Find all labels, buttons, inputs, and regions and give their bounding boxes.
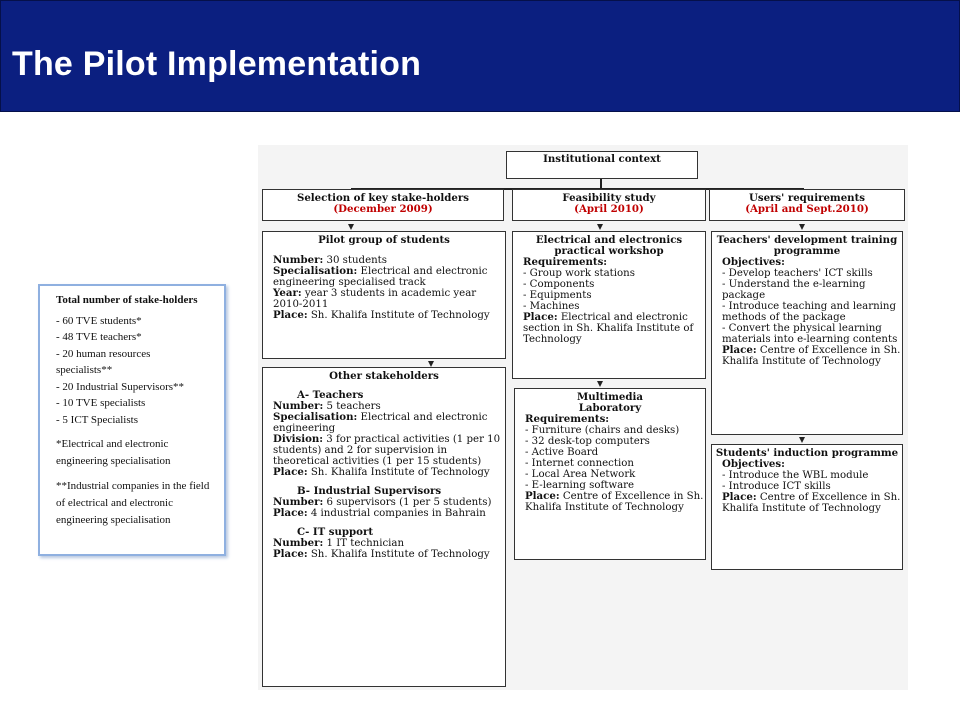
title-banner (0, 0, 960, 112)
requirement-item: - Active Board (525, 447, 599, 459)
arrow (799, 437, 805, 443)
number-label: Number: (273, 496, 324, 509)
place-label: Place: (722, 344, 757, 357)
page-title: The Pilot Implementation (12, 45, 422, 83)
objective-item: - Develop teachers' ICT skills (722, 268, 873, 280)
place-label: Place: (273, 548, 308, 561)
legend-title: Total number of stake-holders (56, 294, 198, 306)
teachers-subtitle: A- Teachers (297, 389, 364, 402)
legend-item: - 48 TVE teachers* (56, 331, 142, 343)
legend-item: specialists** (56, 364, 113, 376)
legend-item: - 10 TVE specialists (56, 397, 146, 409)
connector (600, 179, 602, 188)
multimedia-lab-box (514, 388, 706, 560)
legend-item: - 20 human resources (56, 347, 151, 360)
requirement-item: - Machines (523, 301, 580, 313)
place-value: Sh. Khalifa Institute of Technology (307, 310, 490, 322)
year-value: year 3 students in academic year 2010-2011 (273, 288, 477, 311)
requirement-item: - E-learning software (525, 480, 635, 492)
objective-item: - Introduce teaching and learning methods of the package (722, 301, 896, 324)
year-label: Year: (273, 287, 302, 300)
requirements-header-box (709, 189, 905, 221)
legend-note: **Industrial companies in the field of electrical and electronic engineering specialisation (56, 480, 210, 527)
number-value: 5 teachers (323, 401, 381, 413)
number-label: Number: (273, 400, 324, 413)
place-value: Centre of Excellence in Sh. Khalifa Institute of Technology (722, 492, 901, 515)
objective-item: - Introduce the WBL module (722, 470, 869, 482)
objectives-label: Objectives: (722, 458, 785, 471)
col1-date: (December 2009) (333, 203, 433, 216)
stakeholders-legend (38, 284, 226, 556)
objective-item: - Understand the e-learning package (722, 279, 866, 302)
division-label: Division: (273, 433, 324, 446)
requirements-label: Requirements: (525, 413, 610, 426)
spec-label: Specialisation: (273, 265, 358, 278)
teachers-programme-box (711, 231, 903, 435)
feasibility-header-box (512, 189, 706, 221)
supervisors-subtitle: B- Industrial Supervisors (297, 485, 442, 498)
requirement-item: - Components (523, 279, 595, 291)
requirement-item: - Equipments (523, 290, 592, 302)
root-title: Institutional context (543, 153, 661, 165)
legend-item: - 5 ICT Specialists (56, 413, 138, 426)
requirement-item: - Furniture (chairs and desks) (525, 425, 680, 437)
col1-header: Selection of key stake-holders (296, 192, 470, 204)
number-label: Number: (273, 537, 324, 550)
pilot-title: Pilot group of students (318, 234, 450, 246)
students-programme-box (711, 444, 903, 570)
number-value: 6 supervisors (1 per 5 students) (323, 497, 492, 509)
requirement-item: - 32 desk-top computers (525, 436, 650, 448)
place-value: Sh. Khalifa Institute of Technology (307, 467, 490, 479)
other-stakeholders-box (262, 367, 506, 687)
place-label: Place: (273, 507, 308, 520)
workshop-box (512, 231, 706, 379)
col2-date: (April 2010) (574, 203, 644, 216)
requirement-item: - Local Area Network (525, 469, 636, 481)
number-value: 1 IT technician (323, 538, 405, 550)
requirements-label: Requirements: (523, 256, 608, 269)
requirement-item: - Internet connection (525, 458, 634, 470)
place-label: Place: (722, 491, 757, 504)
arrow (597, 224, 603, 230)
pilot-group-box (262, 231, 506, 359)
number-label: Number: (273, 254, 324, 267)
arrow (597, 381, 603, 387)
others-title: Other stakeholders (329, 370, 439, 382)
spec-label: Specialisation: (273, 411, 358, 424)
col3-date: (April and Sept.2010) (745, 203, 869, 216)
objective-item: - Convert the physical learning materials into e-learning contents (722, 323, 898, 346)
it-support-subtitle: C- IT support (297, 526, 374, 539)
stakeholders-header-box (262, 189, 504, 221)
place-value: Electrical and electronic section in Sh. Khalifa Institute of Technology (523, 312, 694, 346)
students-programme-title: Students' induction programme (715, 447, 899, 459)
arrow (799, 224, 805, 230)
place-value: 4 industrial companies in Bahrain (307, 508, 486, 520)
place-value: Centre of Excellence in Sh. Khalifa Institute of Technology (525, 491, 704, 514)
place-label: Place: (525, 490, 560, 503)
arrow (348, 224, 354, 230)
place-value: Sh. Khalifa Institute of Technology (307, 549, 490, 561)
spec-value: Electrical and electronic engineering specialised track (273, 266, 488, 289)
place-value: Centre of Excellence in Sh. Khalifa Institute of Technology (722, 345, 901, 368)
place-label: Place: (273, 466, 308, 479)
col3-header: Users' requirements (748, 192, 866, 204)
division-value: 3 for practical activities (1 per 10 students) and 2 for supervision in theoretical activities (1 per 15 students) (273, 434, 501, 468)
col2-header: Feasibility study (562, 192, 656, 204)
spec-value: Electrical and electronic engineering (273, 412, 488, 435)
objectives-label: Objectives: (722, 256, 785, 269)
place-label: Place: (273, 309, 308, 322)
legend-note: *Electrical and electronic engineering specialisation (56, 438, 171, 468)
flow-diagram (258, 145, 908, 690)
objective-item: - Introduce ICT skills (722, 481, 831, 493)
place-label: Place: (523, 311, 558, 324)
requirement-item: - Group work stations (523, 268, 635, 280)
legend-item: - 20 Industrial Supervisors** (56, 380, 185, 393)
workshop-title: Electrical and electronics practical workshop (535, 234, 683, 258)
root-box (506, 151, 698, 179)
lab-title: Multimedia Laboratory (577, 391, 643, 415)
number-value: 30 students (323, 255, 387, 267)
legend-item: - 60 TVE students* (56, 314, 142, 327)
teachers-programme-title: Teachers' development training programme (716, 234, 898, 258)
